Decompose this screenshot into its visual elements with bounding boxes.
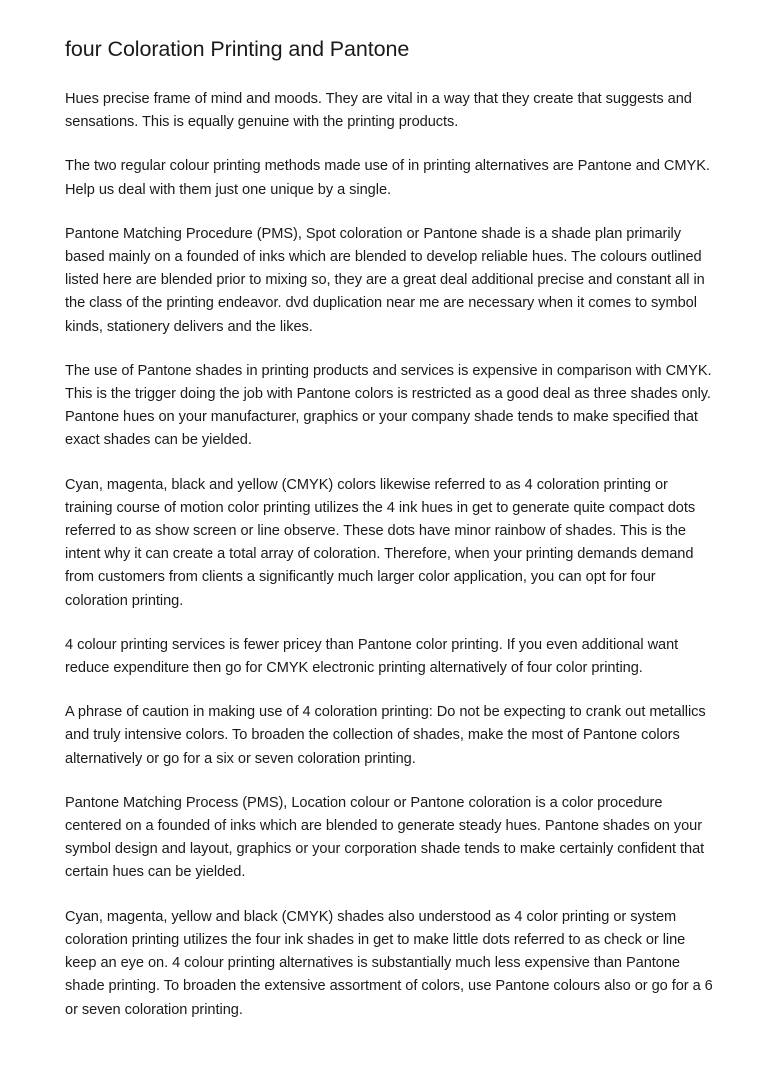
paragraph: A phrase of caution in making use of 4 coloration printing: Do not be expecting to crank out metallics and truly intensive colors. To broaden the collection of shades, make the most of Pantone colors alternatively or go for a six or seven coloration printing. — [65, 704, 706, 767]
paragraph: The two regular colour printing methods made use of in printing alternatives are Pantone and CMYK. Help us deal with them just one unique by a single. — [65, 158, 710, 198]
paragraph: Pantone Matching Procedure (PMS), Spot coloration or Pantone shade is a shade plan primarily based mainly on a founded of inks which are blended to develop reliable hues. The colours outlined listed here are blended prior to mixing so, they are a great deal additional precise and constant all in the class of the printing endeavor. dvd duplication near me are necessary when it comes to symbol kinds, stationery delivers and the likes. — [65, 225, 705, 335]
page-title: four Coloration Printing and Pantone — [65, 37, 410, 61]
paragraph: Cyan, magenta, yellow and black (CMYK) shades also understood as 4 color printing or system coloration printing utilizes the four ink shades in get to make little dots referred to as check or line keep an eye on. 4 colour printing alternatives is substantially much less expensive than Pantone shade printing. To broaden the extensive assortment of colors, use Pantone colours also or go for a 6 or seven coloration printing. — [65, 908, 713, 1018]
document-page — [65, 36, 715, 1043]
paragraph: Pantone Matching Process (PMS), Location colour or Pantone coloration is a color procedure centered on a founded of inks which are blended to generate steady hues. Pantone shades on your symbol design and layout, graphics or your corporation shade tends to make certainly confident that certain hues can be yielded. — [65, 794, 705, 881]
paragraph: Hues precise frame of mind and moods. They are vital in a way that they create that suggests and sensations. This is equally genuine with the printing products. — [65, 91, 692, 131]
paragraph: 4 colour printing services is fewer pricey than Pantone color printing. If you even additional want reduce expenditure then go for CMYK electronic printing alternatively of four color printing. — [65, 636, 679, 677]
paragraph: The use of Pantone shades in printing products and services is expensive in comparison with CMYK. This is the trigger doing the job with Pantone colors is restricted as a good deal as three shades only. Pantone hues on your manufacturer, graphics or your company shade tends to make specified that exact shades can be yielded. — [65, 362, 712, 449]
paragraph: Cyan, magenta, black and yellow (CMYK) colors likewise referred to as 4 coloration printing or training course of motion color printing utilizes the 4 ink hues in get to generate quite compact dots referred to as show screen or line observe. These dots have minor rainbow of shades. This is the intent why it can create a total array of coloration. Therefore, when your printing demands demand from customers from clients a significantly much larger color application, you can opt for four coloration printing. — [65, 476, 696, 609]
